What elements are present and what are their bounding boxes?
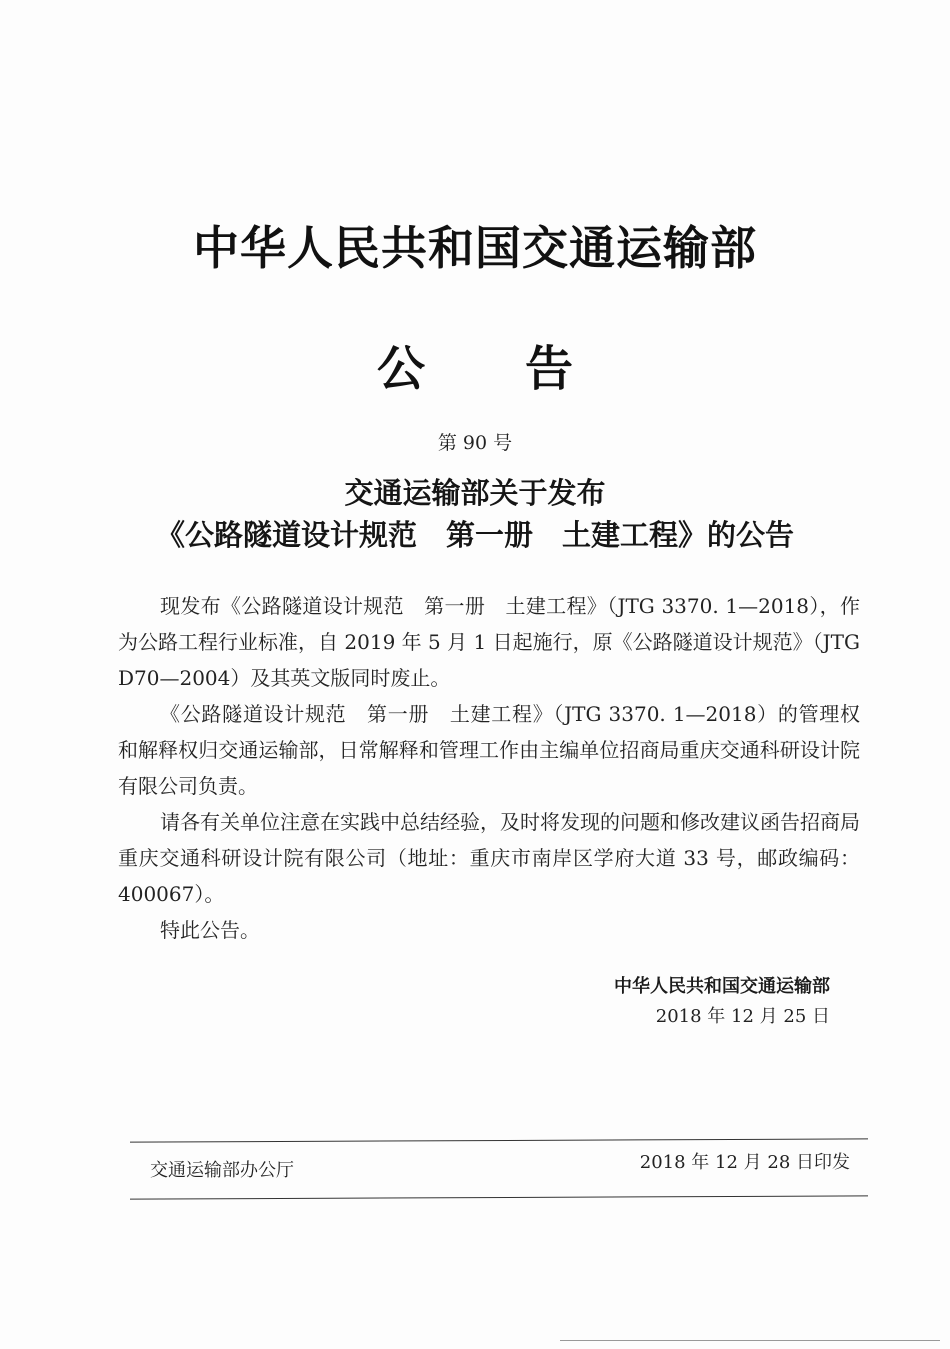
body-paragraph: 《公路隧道设计规范 第一册 土建工程》（JTG 3370. 1—2018）的管理权和解释权归交通运输部，日常解释和管理工作由主编单位招商局重庆交通科研设计院有限公司负责。 — [118, 702, 860, 798]
issuing-office: 交通运输部办公厅 — [150, 1160, 294, 1181]
signature-org: 中华人民共和国交通运输部 — [614, 976, 830, 997]
document-number: 第 90 号 — [437, 432, 513, 454]
footer-divider-top — [130, 1138, 868, 1142]
notice-body — [118, 588, 860, 948]
body-paragraph: 特此公告。 — [160, 918, 260, 942]
notice-title-line-2: 《公路隧道设计规范 第一册 土建工程》的公告 — [155, 518, 794, 552]
signature-block — [540, 972, 830, 1032]
issuer-heading: 中华人民共和国交通运输部 — [193, 221, 757, 275]
scan-edge-line — [560, 1340, 940, 1341]
signature-date: 2018 年 12 月 25 日 — [655, 1006, 830, 1027]
body-paragraph: 现发布《公路隧道设计规范 第一册 土建工程》（JTG 3370. 1—2018），作为公路工程行业标准，自 2019 年 5 月 1 日起施行，原《公路隧道设计规范》（JTG D70—2004）及其英文版同时废止。 — [118, 594, 860, 690]
doc-kind-char-1: 公 — [376, 341, 425, 397]
notice-title-line-1: 交通运输部关于发布 — [344, 476, 606, 510]
doc-kind-char-2: 告 — [525, 341, 574, 397]
document-kind-heading — [0, 330, 950, 399]
print-date: 2018 年 12 月 28 日印发 — [639, 1152, 850, 1173]
footer-divider-bottom — [130, 1195, 868, 1199]
body-paragraph: 请各有关单位注意在实践中总结经验，及时将发现的问题和修改建议函告招商局重庆交通科研设计院有限公司（地址：重庆市南岸区学府大道 33 号，邮政编码：400067）。 — [118, 810, 860, 906]
notice-title — [0, 472, 950, 556]
